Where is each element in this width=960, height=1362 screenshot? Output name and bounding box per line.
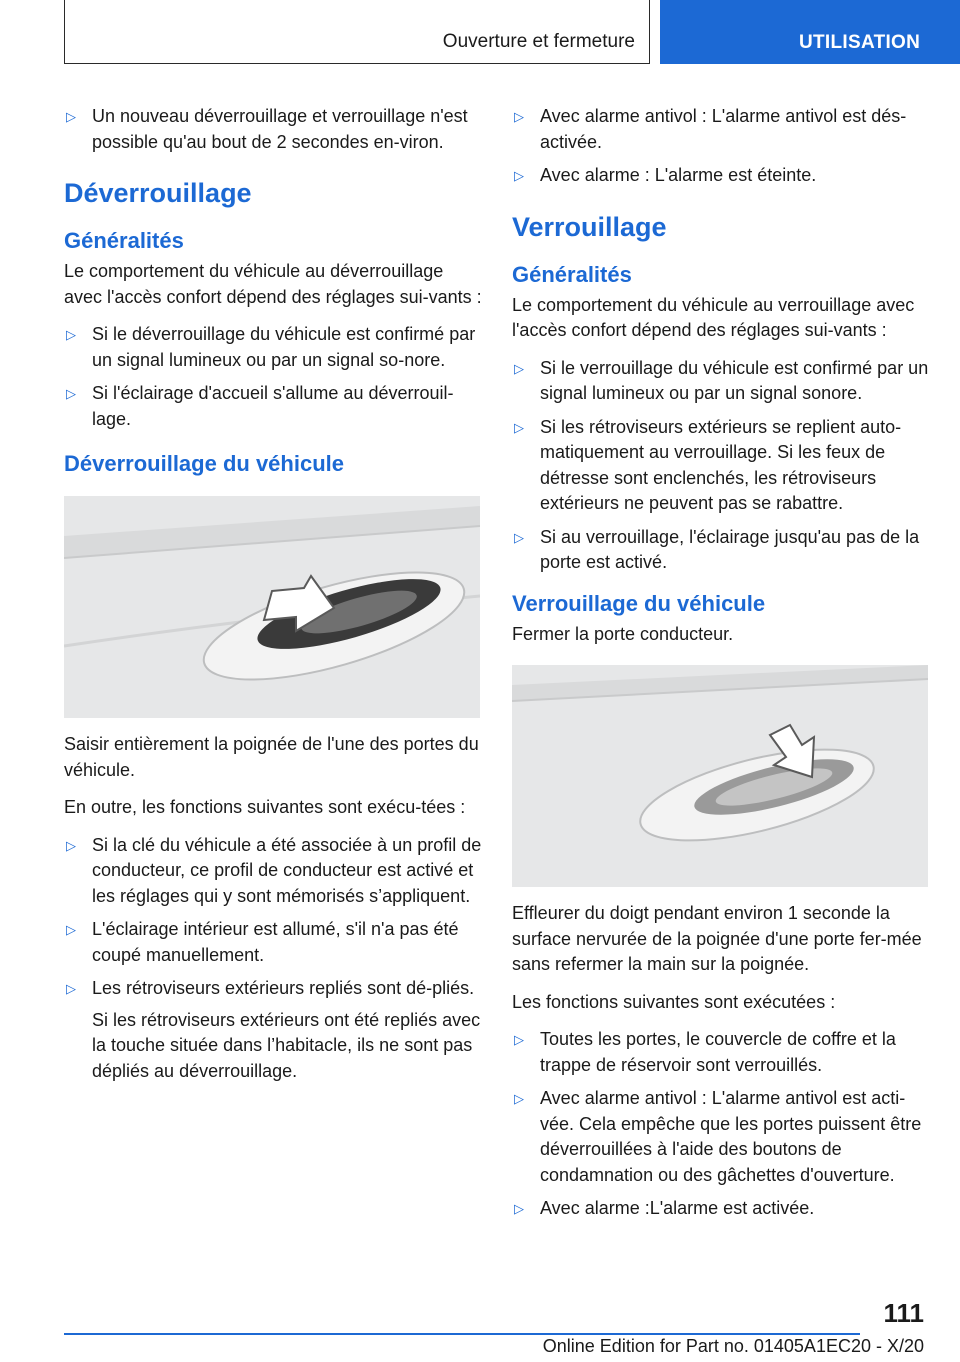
paragraph: Les fonctions suivantes sont exécutées : (512, 991, 836, 1012)
bullet-text: Si la clé du véhicule a été associée à un profil de conducteur, ce profil de conducteur est activé et les réglages qui y sont mémorisés s’appliquent. (92, 834, 482, 906)
list-item (512, 356, 930, 407)
bullet-triangle-icon: ▷ (514, 168, 524, 183)
bullet-text: Les rétroviseurs extérieurs repliés sont dé‐pliés. (92, 978, 475, 998)
list-item (512, 1027, 930, 1078)
bullet-text: Avec alarme : L'alarme est éteinte. (540, 165, 817, 185)
subheading-vehicle-lock: Verrouillage du véhicule (512, 590, 766, 616)
door-handle-lock-illustration (512, 665, 928, 887)
list-item (64, 381, 482, 432)
bullet-text: Avec alarme :L'alarme est activée. (540, 1198, 815, 1218)
bullet-text: Si au verrouillage, l'éclairage jusqu'au pas de la porte est activé. (540, 526, 920, 572)
paragraph: Le comportement du véhicule au verrouillage avec l'accès confort dépend des réglages sui‐vants : (512, 294, 915, 340)
bullet-text: Si l'éclairage d'accueil s'allume au déverrouil‐lage. (92, 383, 454, 429)
list-item (512, 1196, 930, 1222)
bullet-triangle-icon: ▷ (514, 419, 524, 435)
bullet-triangle-icon: ▷ (66, 981, 76, 996)
bullet-text: Avec alarme antivol : L'alarme antivol est acti‐vée. Cela empêche que les portes puissent être déverrouillées à l'aide des boutons de condamnation ou des gâchettes d'ouverture. (540, 1088, 922, 1185)
list-item (64, 833, 482, 910)
bullet-triangle-icon: ▷ (66, 109, 76, 124)
bullet-text: L'éclairage intérieur est allumé, s'il n'a pas été coupé manuellement. (92, 919, 459, 965)
paragraph: Effleurer du doigt pendant environ 1 seconde la surface nervurée de la poignée d'une porte fer‐mée sans refermer la main sur la poignée. (512, 903, 922, 974)
paragraph: En outre, les fonctions suivantes sont exécu‐tées : (64, 797, 466, 817)
list-item (64, 917, 482, 968)
list-item (64, 976, 482, 1084)
list-item (64, 104, 482, 155)
bullet-text: Si les rétroviseurs extérieurs se replient auto‐matiquement au verrouillage. Si les feux de détresse sont enclenchés, les rétroviseurs extérieurs ne peuvent pas se rabattre. (540, 416, 902, 513)
list-item (512, 163, 930, 189)
bullet-triangle-icon: ▷ (66, 837, 76, 853)
paragraph: Saisir entièrement la poignée de l'une des portes du véhicule. (64, 734, 479, 780)
bullet-text: Si le déverrouillage du véhicule est confirmé par un signal lumineux ou par un signal so‐nore. (92, 324, 476, 370)
bullet-triangle-icon: ▷ (66, 922, 76, 937)
bullet-triangle-icon: ▷ (66, 386, 76, 401)
section-heading-unlocking: Déverrouillage (64, 178, 252, 208)
bullet-text: Avec alarme antivol : L'alarme antivol est dés‐activée. (540, 106, 907, 152)
header-chapter-title: UTILISATION (799, 32, 921, 53)
subheading-vehicle-unlock: Déverrouillage du véhicule (64, 451, 344, 476)
list-item (512, 415, 930, 517)
bullet-text: Un nouveau déverrouillage et verrouillage n'est possible qu'au bout de 2 secondes en‐viron. (92, 106, 468, 152)
header-section-box (64, 0, 650, 64)
right-column (512, 104, 930, 1230)
left-column (64, 104, 482, 1092)
subheading-general: Généralités (64, 228, 184, 253)
bullet-text: Toutes les portes, le couvercle de coffre et la trappe de réservoir sont verrouillés. (540, 1029, 896, 1075)
list-item (512, 525, 930, 576)
list-item (512, 104, 930, 155)
header-section-title: Ouverture et fermeture (442, 31, 635, 52)
section-heading-locking: Verrouillage (512, 211, 667, 242)
bullet-triangle-icon: ▷ (514, 1201, 524, 1216)
list-item (64, 322, 482, 373)
bullet-text: Si le verrouillage du véhicule est confirmé par un signal lumineux ou par un signal sonore. (540, 357, 929, 403)
paragraph: Fermer la porte conducteur. (512, 623, 734, 644)
bullet-triangle-icon: ▷ (514, 1032, 524, 1047)
bullet-subparagraph: Si les rétroviseurs extérieurs ont été repliés avec la touche située dans l’habitacle, ils ne sont pas dépliés au déverrouillage. (92, 1009, 481, 1081)
header-chapter-tab (660, 0, 960, 64)
bullet-triangle-icon: ▷ (514, 360, 524, 376)
subheading-general: Généralités (512, 261, 632, 287)
paragraph: Le comportement du véhicule au déverrouillage avec l'accès confort dépend des réglages sui‐vants : (64, 261, 482, 307)
bullet-triangle-icon: ▷ (514, 1091, 524, 1106)
door-handle-unlock-illustration (64, 496, 480, 718)
bullet-triangle-icon: ▷ (66, 327, 76, 342)
page-number: 111 (883, 1298, 924, 1328)
footer-divider (64, 1333, 860, 1335)
list-item (512, 1086, 930, 1188)
footer-edition: Online Edition for Part no. 01405A1EC20 - X/20 (542, 1336, 924, 1356)
bullet-triangle-icon: ▷ (514, 109, 524, 124)
bullet-triangle-icon: ▷ (514, 529, 524, 545)
